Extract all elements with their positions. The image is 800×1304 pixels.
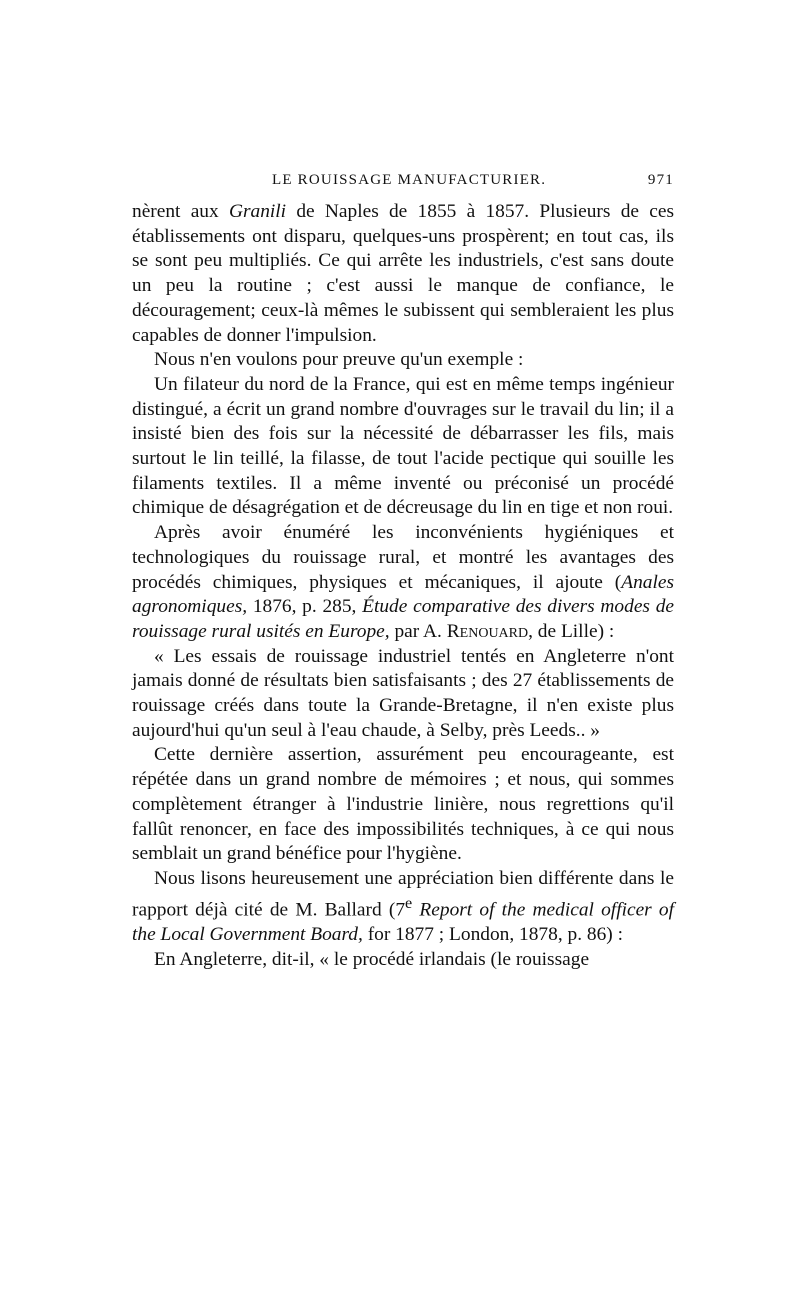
paragraph-1-text-b: de Naples de 1855 à 1857. Plusieurs de ces établissements ont disparu, quelques-uns prospèrent; en tout cas, ils se sont peu multipliés. Ce qui arrête les industriels, c'est sans doute un peu la routine ; c'est aussi le manque de confiance, le découragement; ceux-là mêmes le subissent qui sembleraient les plus capables de donner l'impulsion.	[132, 201, 675, 346]
paragraph-7-text-a: Nous lisons heureusement une appréciation bien différente dans le rapport déjà cité de M. Ballard (7	[132, 867, 674, 921]
paragraph-4-text-b: 1876, p. 285,	[247, 596, 363, 618]
paragraph-4-italic-journal: Anales agronomiques,	[132, 571, 674, 618]
paragraph-3: Un filateur du nord de la France, qui est en même temps ingénieur distingué, a écrit un grand nombre d'ouvrages sur le travail du lin; il a insisté bien des fois sur la nécessité de débarrasser les fils, mais surtout le lin teillé, la filasse, de tout l'acide pectique qui souille les filaments textiles. Il a même inventé ou préconisé un procédé chimique de désagrégation et de décreusage du lin en tige et non roui.	[132, 373, 674, 519]
paragraph-5-quote: « Les essais de rouissage industriel tentés en Angleterre n'ont jamais donné de résultats bien satisfaisants ; des 27 établissements de rouissage créés dans toute la Grande-Bretagne, il n'en existe plus aujourd'hui qu'un seul à l'eau chaude, à Selby, près Leeds.. »	[132, 645, 674, 741]
paragraph-8: En Angleterre, dit-il, « le procédé irlandais (le rouissage	[154, 948, 590, 970]
paragraph-4	[132, 521, 674, 645]
paragraph-4-italic-study-title: Étude comparative des divers modes de rouissage rural usités en Europe,	[132, 596, 675, 642]
paragraph-6: Cette dernière assertion, assurément peu encourageante, est répétée dans un grand nombre de mémoires ; et nous, qui sommes complètement étranger à l'industrie linière, nous regrettions qu'il fallût renoncer, en face des impossibilités techniques, à ce qui nous semblait un grand bénéfice pour l'hygiène.	[132, 744, 674, 865]
paragraph-7	[132, 867, 674, 948]
paragraph-4-text-c: par A.	[389, 620, 447, 642]
paragraph-2: Nous n'en voulons pour preuve qu'un exemple :	[154, 349, 524, 371]
paragraph-1-text-a: nèrent aux	[132, 201, 229, 222]
paragraph-1	[132, 200, 674, 348]
paragraph-4-author-name: Renouard	[446, 620, 529, 642]
running-title: LE ROUISSAGE MANUFACTURIER.	[272, 172, 547, 188]
paragraph-1-italic-granili: Granili	[228, 201, 287, 222]
book-page	[132, 168, 674, 972]
paragraph-7-superscript: e	[405, 894, 413, 912]
paragraph-4-text-a: Après avoir énuméré les inconvénients hygiéniques et technologiques du rouissage rural, et montré les avantages des procédés chimiques, physiques et mécaniques, il ajoute (	[132, 522, 674, 593]
running-header	[132, 168, 674, 190]
paragraph-7-text-c: for 1877 ; London, 1878, p. 86) :	[362, 923, 623, 945]
paragraph-7-italic-report-title: Report of the medical officer of the Local Government Board,	[132, 899, 675, 945]
page-number: 971	[647, 172, 674, 188]
paragraph-4-text-d: , de Lille) :	[528, 620, 615, 642]
